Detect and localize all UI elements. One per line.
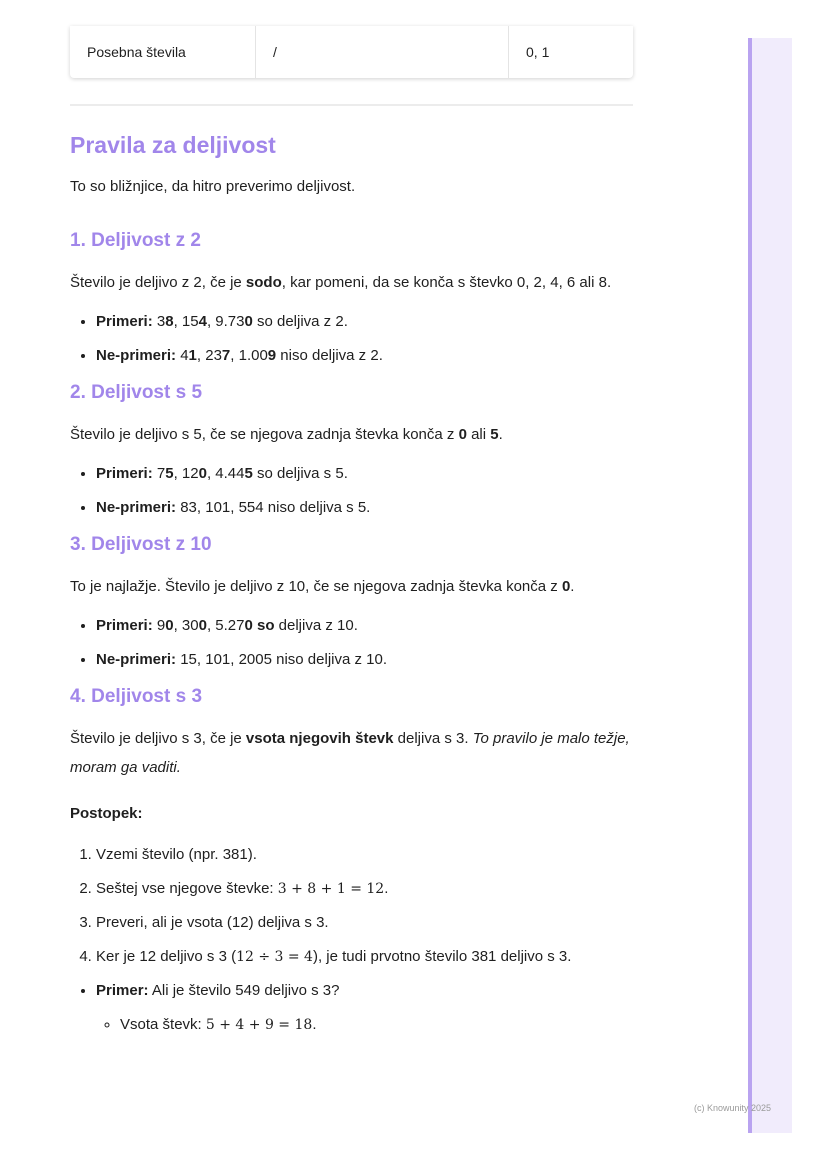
section-heading: 4. Deljivost s 3 <box>70 686 203 707</box>
copyright-footer: (c) Knowunity 2025 <box>694 1103 772 1113</box>
list-item: 4. Ker je 12 deljivo s 3 (12 ÷ 3 = 4), je tudi prvotno število 381 deljivo s 3. <box>96 946 635 968</box>
list-item: • Primeri: 90, 300, 5.270 so deljiva z 10. <box>96 615 635 637</box>
rule-text: To je najlažje. Število je deljivo z 10, če se njegova zadnja števka konča z 0. <box>70 578 575 595</box>
example-list <box>70 980 635 1036</box>
sub-list <box>96 1014 635 1036</box>
section-heading: 3. Deljivost z 10 <box>70 534 212 555</box>
list-item: • Ne-primeri: 41, 237, 1.009 niso deljiva z 2. <box>96 345 635 367</box>
list-item: • Primeri: 75, 120, 4.445 so deljiva s 5. <box>96 463 635 485</box>
list-item: 1. Vzemi število (npr. 381). <box>96 844 635 866</box>
procedure-label: Postopek: <box>70 805 143 822</box>
table-row <box>70 26 633 78</box>
example-list <box>70 615 635 671</box>
section-heading: 2. Deljivost s 5 <box>70 382 203 403</box>
table-cell: / <box>256 26 509 78</box>
page-title: Pravila za deljivost <box>70 132 276 158</box>
list-item: ◦ Vsota števk: 5 + 4 + 9 = 18. <box>120 1014 635 1036</box>
list-item: • Ne-primeri: 83, 101, 554 niso deljiva s 5. <box>96 497 635 519</box>
list-item: 2. Seštej vse njegove števke: 3 + 8 + 1 = 12. <box>96 878 635 900</box>
example-list <box>70 463 635 519</box>
example-list <box>70 311 635 367</box>
procedure-steps <box>70 844 635 968</box>
intro-text: To so bližnjice, da hitro preverimo deljivost. <box>70 178 356 195</box>
list-item: • Ne-primeri: 15, 101, 2005 niso deljiva z 10. <box>96 649 635 671</box>
list-item: 3. Preveri, ali je vsota (12) deljiva s 3. <box>96 912 635 934</box>
list-item: • Primeri: 38, 154, 9.730 so deljiva z 2. <box>96 311 635 333</box>
rule-text: Število je deljivo z 2, če je sodo, kar pomeni, da se konča s števko 0, 2, 4, 6 ali 8. <box>70 274 612 291</box>
table-cell: 0, 1 <box>526 44 550 60</box>
sidebar-strip <box>748 38 792 1133</box>
rule-text: Število je deljivo s 3, če je vsota njegovih števk deljiva s 3. To pravilo je malo težje, moram ga vaditi. <box>70 730 630 776</box>
table-cell: Posebna števila <box>70 26 256 78</box>
section-heading: 1. Deljivost z 2 <box>70 230 201 251</box>
list-item: • Primer: Ali je število 549 deljivo s 3? ◦ Vsota števk: 5 + 4 + 9 = 18. <box>96 980 635 1036</box>
rule-text: Število je deljivo s 5, če se njegova zadnja števka konča z 0 ali 5. <box>70 426 503 443</box>
divider <box>70 104 633 106</box>
main-content <box>70 128 635 1048</box>
